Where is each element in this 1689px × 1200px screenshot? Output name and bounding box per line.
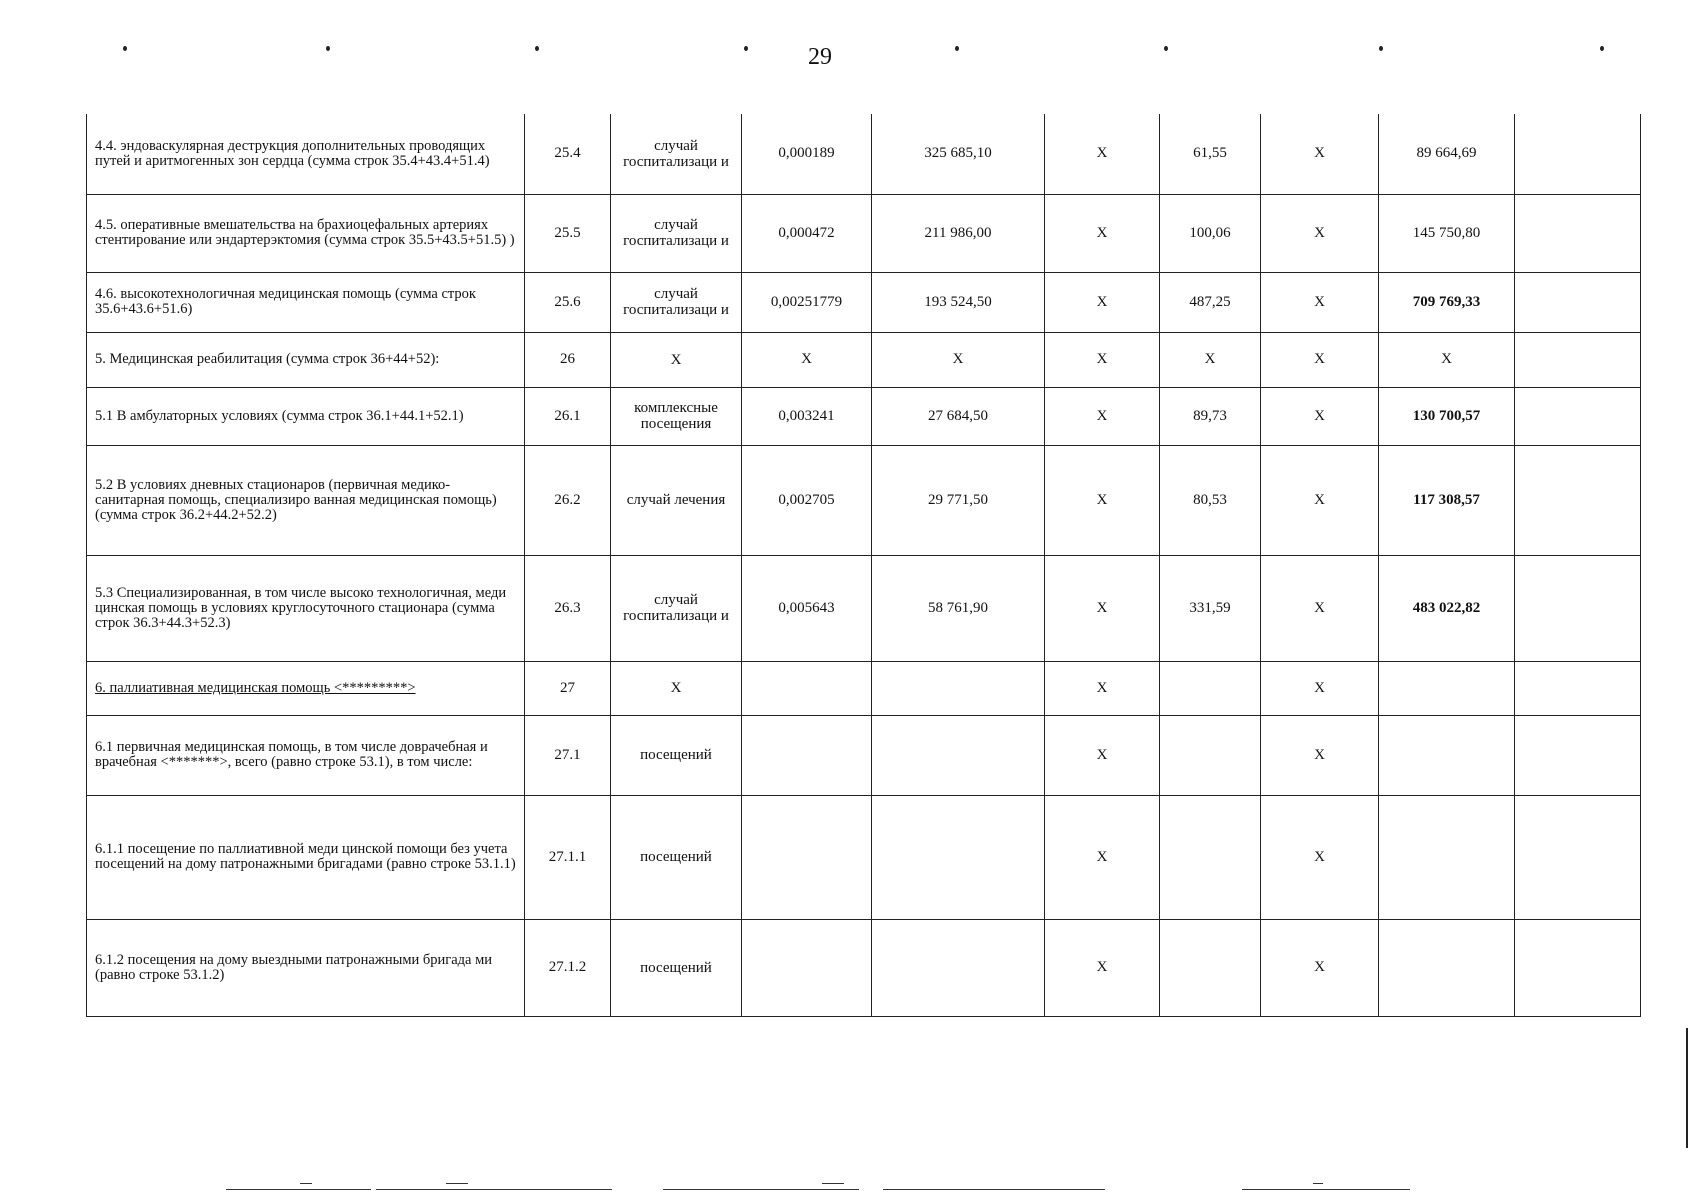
cell-col10 [1515, 194, 1641, 272]
cell-col6: X [1045, 555, 1160, 661]
table-row [87, 387, 1641, 445]
signature-mark [300, 1183, 312, 1184]
signature-mark [822, 1183, 844, 1184]
cell-col10 [1515, 555, 1641, 661]
cell-col7: 80,53 [1160, 445, 1261, 555]
cell-col10 [1515, 387, 1641, 445]
signature-line [376, 1189, 612, 1190]
cell-col5: 58 761,90 [872, 555, 1045, 661]
cell-col8: X [1261, 272, 1379, 332]
row-description: 4.4. эндоваскулярная деструкция дополнительных проводящих путей и аритмогенных зон сердца (сумма строк 35.4+43.4+51.4) [87, 114, 525, 194]
table-row [87, 332, 1641, 387]
row-code: 26.3 [525, 555, 611, 661]
signature-line [226, 1189, 371, 1190]
row-code: 27.1.2 [525, 919, 611, 1016]
cell-col10 [1515, 715, 1641, 795]
cell-col5 [872, 795, 1045, 919]
row-unit: комплексные посещения [611, 387, 742, 445]
cell-col4: 0,000189 [742, 114, 872, 194]
cell-col10 [1515, 661, 1641, 715]
cell-col4: 0,00251779 [742, 272, 872, 332]
signature-line [883, 1189, 1105, 1190]
cell-col6: X [1045, 272, 1160, 332]
cell-col4 [742, 795, 872, 919]
row-unit: X [611, 661, 742, 715]
cell-col6: X [1045, 661, 1160, 715]
cell-col6: X [1045, 795, 1160, 919]
table-row [87, 445, 1641, 555]
signature-mark [446, 1183, 468, 1184]
row-description: 5.3 Специализированная, в том числе высоко технологичная, меди цинская помощь в условиях круглосуточного стационара (сумма строк 36.3+44.3+52.3) [87, 555, 525, 661]
table-row [87, 194, 1641, 272]
table-row [87, 272, 1641, 332]
punch-dot [955, 46, 959, 51]
cell-col6: X [1045, 387, 1160, 445]
punch-dot [744, 46, 748, 51]
cell-col10 [1515, 332, 1641, 387]
cell-col10 [1515, 919, 1641, 1016]
cell-col4: 0,002705 [742, 445, 872, 555]
cell-col6: X [1045, 114, 1160, 194]
palliative-care-heading: 6. паллиативная медицинская помощь <*********> [95, 679, 416, 696]
row-description: 4.6. высокотехнологичная медицинская помощь (сумма строк 35.6+43.6+51.6) [87, 272, 525, 332]
cell-col7: 487,25 [1160, 272, 1261, 332]
cell-col5: 193 524,50 [872, 272, 1045, 332]
cell-col9: 89 664,69 [1379, 114, 1515, 194]
table-row [87, 114, 1641, 194]
row-description: 6.1 первичная медицинская помощь, в том числе доврачебная и врачебная <*******>, всего (равно строке 53.1), в том числе: [87, 715, 525, 795]
page-number: 29 [808, 44, 832, 70]
cell-col8: X [1261, 919, 1379, 1016]
cell-col9 [1379, 919, 1515, 1016]
row-code: 26.1 [525, 387, 611, 445]
row-unit: случай лечения [611, 445, 742, 555]
cell-col7: 331,59 [1160, 555, 1261, 661]
row-description: 5.1 В амбулаторных условиях (сумма строк 36.1+44.1+52.1) [87, 387, 525, 445]
row-code: 26.2 [525, 445, 611, 555]
cell-col9: 117 308,57 [1379, 445, 1515, 555]
cell-col8: X [1261, 555, 1379, 661]
cell-col4: 0,003241 [742, 387, 872, 445]
row-unit: случай госпитализаци и [611, 114, 742, 194]
cell-col9: 709 769,33 [1379, 272, 1515, 332]
cell-col7: 61,55 [1160, 114, 1261, 194]
cell-col9 [1379, 661, 1515, 715]
row-unit: случай госпитализаци и [611, 555, 742, 661]
punch-dot [1600, 46, 1604, 51]
cell-col5: 325 685,10 [872, 114, 1045, 194]
cell-col10 [1515, 445, 1641, 555]
cell-col5 [872, 661, 1045, 715]
row-unit: посещений [611, 795, 742, 919]
cell-col8: X [1261, 795, 1379, 919]
punch-dot [1164, 46, 1168, 51]
signature-mark [1313, 1183, 1323, 1184]
scan-edge-mark [1686, 1028, 1688, 1148]
table-row [87, 661, 1641, 715]
row-description: 5. Медицинская реабилитация (сумма строк 36+44+52): [87, 332, 525, 387]
signature-line [1242, 1189, 1410, 1190]
cell-col7 [1160, 795, 1261, 919]
row-code: 25.6 [525, 272, 611, 332]
row-unit: посещений [611, 715, 742, 795]
row-description: 6.1.2 посещения на дому выездными патронажными бригада ми (равно строке 53.1.2) [87, 919, 525, 1016]
signature-line [663, 1189, 859, 1190]
table-row [87, 795, 1641, 919]
cell-col5 [872, 919, 1045, 1016]
cell-col6: X [1045, 715, 1160, 795]
cell-col6: X [1045, 194, 1160, 272]
row-code: 25.4 [525, 114, 611, 194]
cell-col7 [1160, 715, 1261, 795]
punch-dot [123, 46, 127, 51]
cell-col6: X [1045, 332, 1160, 387]
cell-col4 [742, 715, 872, 795]
cell-col4 [742, 919, 872, 1016]
cell-col4: X [742, 332, 872, 387]
cell-col5: 29 771,50 [872, 445, 1045, 555]
cell-col6: X [1045, 445, 1160, 555]
cell-col10 [1515, 795, 1641, 919]
row-unit: посещений [611, 919, 742, 1016]
cell-col8: X [1261, 445, 1379, 555]
table-row [87, 919, 1641, 1016]
row-description: 5.2 В условиях дневных стационаров (первичная медико-санитарная помощь, специализиро ванная медицинская помощь) (сумма строк 36.2+44.2+52.2) [87, 445, 525, 555]
cell-col9: 145 750,80 [1379, 194, 1515, 272]
row-code: 27.1.1 [525, 795, 611, 919]
cell-col7 [1160, 661, 1261, 715]
cell-col8: X [1261, 387, 1379, 445]
row-unit: X [611, 332, 742, 387]
cell-col5: 27 684,50 [872, 387, 1045, 445]
cell-col9 [1379, 795, 1515, 919]
cell-col4: 0,000472 [742, 194, 872, 272]
table-row [87, 715, 1641, 795]
cell-col6: X [1045, 919, 1160, 1016]
cell-col8: X [1261, 661, 1379, 715]
punch-dot [1379, 46, 1383, 51]
row-description: 6.1.1 посещение по паллиативной меди цинской помощи без учета посещений на дому патронажными бригадами (равно строке 53.1.1) [87, 795, 525, 919]
punch-dot [535, 46, 539, 51]
cell-col4 [742, 661, 872, 715]
cell-col10 [1515, 114, 1641, 194]
punch-dot [326, 46, 330, 51]
cell-col5 [872, 715, 1045, 795]
row-description [87, 661, 525, 715]
table-row [87, 555, 1641, 661]
cell-col9: 483 022,82 [1379, 555, 1515, 661]
row-code: 26 [525, 332, 611, 387]
cell-col9 [1379, 715, 1515, 795]
row-description: 4.5. оперативные вмешательства на брахиоцефальных артериях стентирование или эндартерэктомия (сумма строк 35.5+43.5+51.5) ) [87, 194, 525, 272]
cell-col7: 100,06 [1160, 194, 1261, 272]
cell-col9: X [1379, 332, 1515, 387]
cell-col8: X [1261, 114, 1379, 194]
row-unit: случай госпитализаци и [611, 272, 742, 332]
cell-col8: X [1261, 194, 1379, 272]
row-code: 27.1 [525, 715, 611, 795]
row-code: 25.5 [525, 194, 611, 272]
row-code: 27 [525, 661, 611, 715]
cell-col8: X [1261, 715, 1379, 795]
row-unit: случай госпитализаци и [611, 194, 742, 272]
cell-col5: X [872, 332, 1045, 387]
cell-col4: 0,005643 [742, 555, 872, 661]
cell-col5: 211 986,00 [872, 194, 1045, 272]
cell-col7 [1160, 919, 1261, 1016]
cell-col8: X [1261, 332, 1379, 387]
cell-col7: X [1160, 332, 1261, 387]
data-table [86, 114, 1641, 1017]
cell-col7: 89,73 [1160, 387, 1261, 445]
cell-col9: 130 700,57 [1379, 387, 1515, 445]
cell-col10 [1515, 272, 1641, 332]
